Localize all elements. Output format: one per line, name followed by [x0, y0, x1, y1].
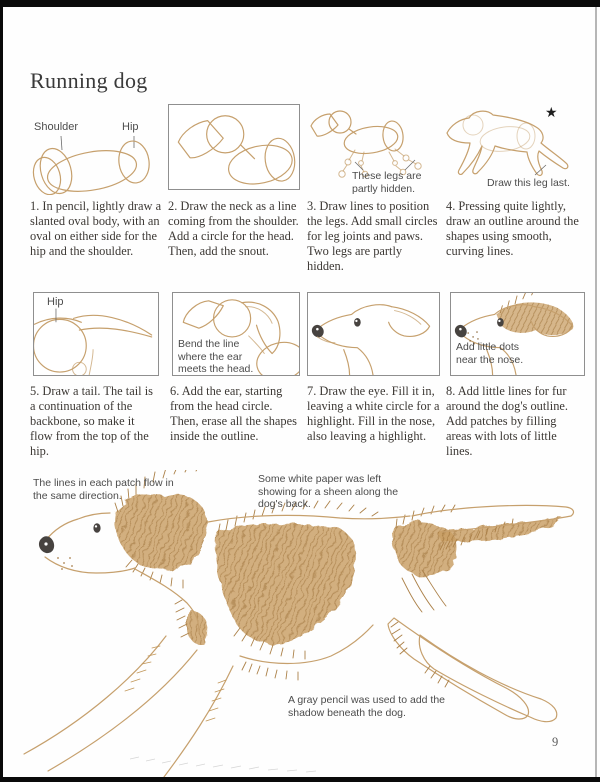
step-7-caption: 7. Draw the eye. Fill it in, leaving a white circle for a highlight. Fill in the nose, also leaving a highlight.	[307, 384, 440, 443]
photo-edge-bottom	[0, 777, 600, 782]
photo-edge-top	[0, 0, 600, 7]
step-6-figure	[172, 292, 300, 376]
final-dog-sketch	[0, 470, 600, 777]
step-8-caption: 8. Add little lines for fur around the dog's outline. Add patches by filling areas with lots of little lines.	[446, 384, 568, 458]
shadow-note: A gray pencil was used to add the shadow beneath the dog.	[288, 694, 446, 719]
shoulder-label: Shoulder	[34, 121, 79, 133]
step-7-figure	[307, 292, 440, 376]
step-3-caption: 3. Draw lines to position the legs. Add small circles for leg joints and paws. Two legs are partly hidden.	[307, 199, 438, 273]
step-6-caption: 6. Add the ear, starting from the head circle. Then, erase all the shapes inside the outline.	[170, 384, 297, 443]
step-2-caption: 2. Draw the neck as a line coming from the shoulder. Add a circle for the head. Then, add the snout.	[168, 199, 299, 258]
step-2-figure	[168, 104, 300, 190]
step-7-sketch	[308, 293, 439, 375]
page-edge-rule	[595, 7, 597, 777]
step-3-figure	[305, 100, 440, 198]
step-4-caption: 4. Pressing quite lightly, draw an outline around the shapes using smooth, curving lines.	[446, 199, 579, 258]
step-4-figure	[443, 103, 583, 198]
step-6-annotation: Bend the line where the ear meets the head.	[178, 338, 254, 375]
step-5-figure	[33, 292, 159, 376]
step-1-figure	[28, 100, 160, 195]
hip-label: Hip	[122, 121, 139, 133]
final-dog-drawing	[0, 470, 600, 777]
star-icon: ★	[545, 105, 558, 121]
step-2-sketch	[169, 105, 299, 189]
step-5-hip-label: Hip	[47, 296, 64, 308]
sheen-note: Some white paper was left showing for a sheen along the dog's back.	[258, 473, 399, 510]
step-3-annotation: These legs are partly hidden.	[352, 170, 422, 195]
page-number: 9	[552, 735, 559, 749]
step-1-sketch	[28, 100, 160, 195]
step-5-caption: 5. Draw a tail. The tail is a continuation of the backbone, so make it flow from the top of the hip.	[30, 384, 153, 458]
step-8-figure	[450, 292, 585, 376]
step-8-annotation: Add little dots near the nose.	[456, 341, 524, 366]
step-4-annotation: Draw this leg last.	[487, 177, 570, 189]
photo-edge-left	[0, 7, 3, 777]
page-title: Running dog	[30, 68, 148, 93]
patch-note: The lines in each patch flow in the same direction.	[33, 477, 174, 502]
step-1-caption: 1. In pencil, lightly draw a slanted oval body, with an oval on either side for the hip and the shoulder.	[30, 199, 162, 258]
